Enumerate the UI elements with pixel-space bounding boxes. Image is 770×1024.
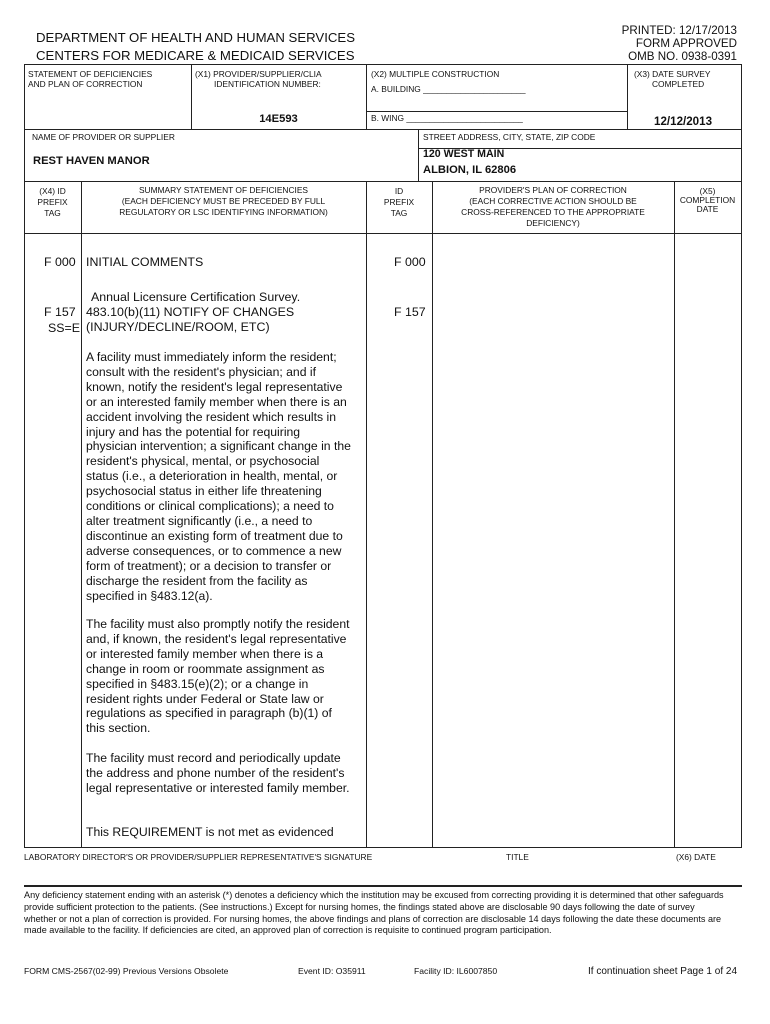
provider-rule xyxy=(24,181,742,182)
x4-header-2: PREFIX xyxy=(37,197,68,207)
x5-header-1: (X5) xyxy=(699,186,716,196)
column-header-rule xyxy=(24,233,742,234)
deficiency-paragraph-3: The facility must record and periodically update the address and phone number of the resident's legal representative or interested family member. xyxy=(86,751,350,795)
page-number: If continuation sheet Page 1 of 24 xyxy=(588,966,737,977)
id-header-2: PREFIX xyxy=(383,197,415,207)
deficiency-paragraph-2: The facility must also promptly notify the resident and, if known, the resident's legal representative or interested family member when there is a change in room or roommate assignment as specified in §483.15(e)(2); or a change in resident rights under Federal or State law or regulations as specified in paragraph (b)(1) of this section. xyxy=(86,617,350,736)
x4-header-3: TAG xyxy=(44,208,61,218)
summary-header-3: REGULATORY OR LSC IDENTIFYING INFORMATION) xyxy=(119,207,328,217)
disclosure-notice: Any deficiency statement ending with an asterisk (*) denotes a deficiency which the institution may be excused from correcting providing it is determined that other safeguards provide sufficient protection to the patients. (See instructions.) Except for nursing homes, the findings stated above are disclosable 90 days following the date of survey whether or not a plan of correction is provided. For nursing homes, the above findings and plans of correction are disclosable 14 days following the date these documents are made available to the facility. If deficiencies are cited, an approved plan of correction is requisite to continued program participation. xyxy=(24,890,724,936)
plan-column-line xyxy=(674,181,675,847)
summary-header-1: SUMMARY STATEMENT OF DEFICIENCIES xyxy=(138,185,309,195)
agency-subname: CENTERS FOR MEDICARE & MEDICAID SERVICES xyxy=(36,48,355,63)
summary-column-line xyxy=(366,181,367,847)
tag-f157: F 157 xyxy=(44,305,76,319)
statement-label-1: STATEMENT OF DEFICIENCIES xyxy=(28,69,153,79)
x4-column-line xyxy=(81,181,82,847)
survey-line: Annual Licensure Certification Survey. xyxy=(91,290,301,304)
statement-label-2: AND PLAN OF CORRECTION xyxy=(28,79,143,89)
x1-label: (X1) PROVIDER/SUPPLIER/CLIA xyxy=(195,69,322,79)
id-header-3: TAG xyxy=(390,208,408,218)
x5-header-3: DATE xyxy=(696,204,719,214)
event-id: Event ID: O35911 xyxy=(298,966,366,976)
wing-field: B. WING _________________________ xyxy=(371,113,523,123)
x5-header-2: COMPLETION xyxy=(679,195,736,205)
id-block-rule xyxy=(24,129,742,130)
f157-title-1: 483.10(b)(11) NOTIFY OF CHANGES xyxy=(86,305,295,319)
header-rule xyxy=(24,64,742,65)
body-bottom-rule xyxy=(24,847,742,848)
provider-name-label: NAME OF PROVIDER OR SUPPLIER xyxy=(32,132,175,142)
title-label: TITLE xyxy=(506,852,529,862)
tag-f000: F 000 xyxy=(44,255,76,269)
deficiency-paragraph-1: A facility must immediately inform the resident; consult with the resident's physician; and if known, notify the resident's legal representative or an interested family member when there is an accident involving the resident which results in injury and has the potential for requiring physician intervention; a significant change in the resident's physical, mental, or psychosocial status (i.e., a deterioration in health, mental, or psychosocial status in either life threatening conditions or clinical complications); a need to alter treatment significantly (i.e., a need to discontinue an existing form of treatment due to adverse consequences, or to commence a new form of treatment); or a decision to transfer or discharge the resident from the facility as specified in §483.12(a). xyxy=(86,350,351,603)
summary-header-2: (EACH DEFICIENCY MUST BE PRECEDED BY FULL xyxy=(121,196,326,206)
x4-header-1: (X4) ID xyxy=(39,186,66,196)
x3-label-2: COMPLETED xyxy=(652,79,705,89)
wing-rule xyxy=(366,111,627,112)
building-field: A. BUILDING ______________________ xyxy=(371,84,526,94)
provider-name: REST HAVEN MANOR xyxy=(33,155,150,167)
left-border xyxy=(24,64,25,847)
id-header-1: ID xyxy=(394,186,404,196)
omb-number: OMB NO. 0938-0391 xyxy=(628,50,737,63)
initial-comments-heading: INITIAL COMMENTS xyxy=(86,255,204,269)
x2-label: (X2) MULTIPLE CONSTRUCTION xyxy=(371,69,500,79)
right-border xyxy=(741,64,742,847)
plan-header-3: CROSS-REFERENCED TO THE APPROPRIATE xyxy=(461,207,645,217)
tag-f000-plan: F 000 xyxy=(394,255,426,269)
tag-f157-plan: F 157 xyxy=(394,305,426,319)
printed-date: PRINTED: 12/17/2013 xyxy=(621,24,737,37)
x3-label: (X3) DATE SURVEY xyxy=(634,69,711,79)
signature-rule xyxy=(24,885,742,887)
address-label: STREET ADDRESS, CITY, STATE, ZIP CODE xyxy=(423,132,596,142)
date-label: (X6) DATE xyxy=(676,852,716,862)
plan-header-4: DEFICIENCY) xyxy=(526,218,580,228)
provider-id-number: 14E593 xyxy=(259,113,298,125)
deficiency-paragraph-4: This REQUIREMENT is not met as evidenced xyxy=(86,825,334,839)
provider-city: ALBION, IL 62806 xyxy=(423,164,517,176)
scope-severity: SS=E xyxy=(48,321,81,335)
plan-header-1: PROVIDER'S PLAN OF CORRECTION xyxy=(479,185,627,195)
provider-street: 120 WEST MAIN xyxy=(423,148,505,160)
x1-label-2: IDENTIFICATION NUMBER: xyxy=(214,79,321,89)
f157-title-2: (INJURY/DECLINE/ROOM, ETC) xyxy=(86,320,270,334)
signature-label: LABORATORY DIRECTOR'S OR PROVIDER/SUPPLIER REPRESENTATIVE'S SIGNATURE xyxy=(24,852,373,862)
id-column-line xyxy=(432,181,433,847)
address-divider xyxy=(418,129,419,181)
form-number: FORM CMS-2567(02-99) Previous Versions Obsolete xyxy=(24,966,229,976)
survey-completed-date: 12/12/2013 xyxy=(654,115,713,128)
x2-divider xyxy=(366,64,367,129)
x3-divider xyxy=(627,64,628,129)
form-approved: FORM APPROVED xyxy=(635,37,737,50)
plan-header-2: (EACH CORRECTIVE ACTION SHOULD BE xyxy=(469,196,637,206)
facility-id: Facility ID: IL6007850 xyxy=(414,966,498,976)
agency-name: DEPARTMENT OF HEALTH AND HUMAN SERVICES xyxy=(36,30,355,45)
